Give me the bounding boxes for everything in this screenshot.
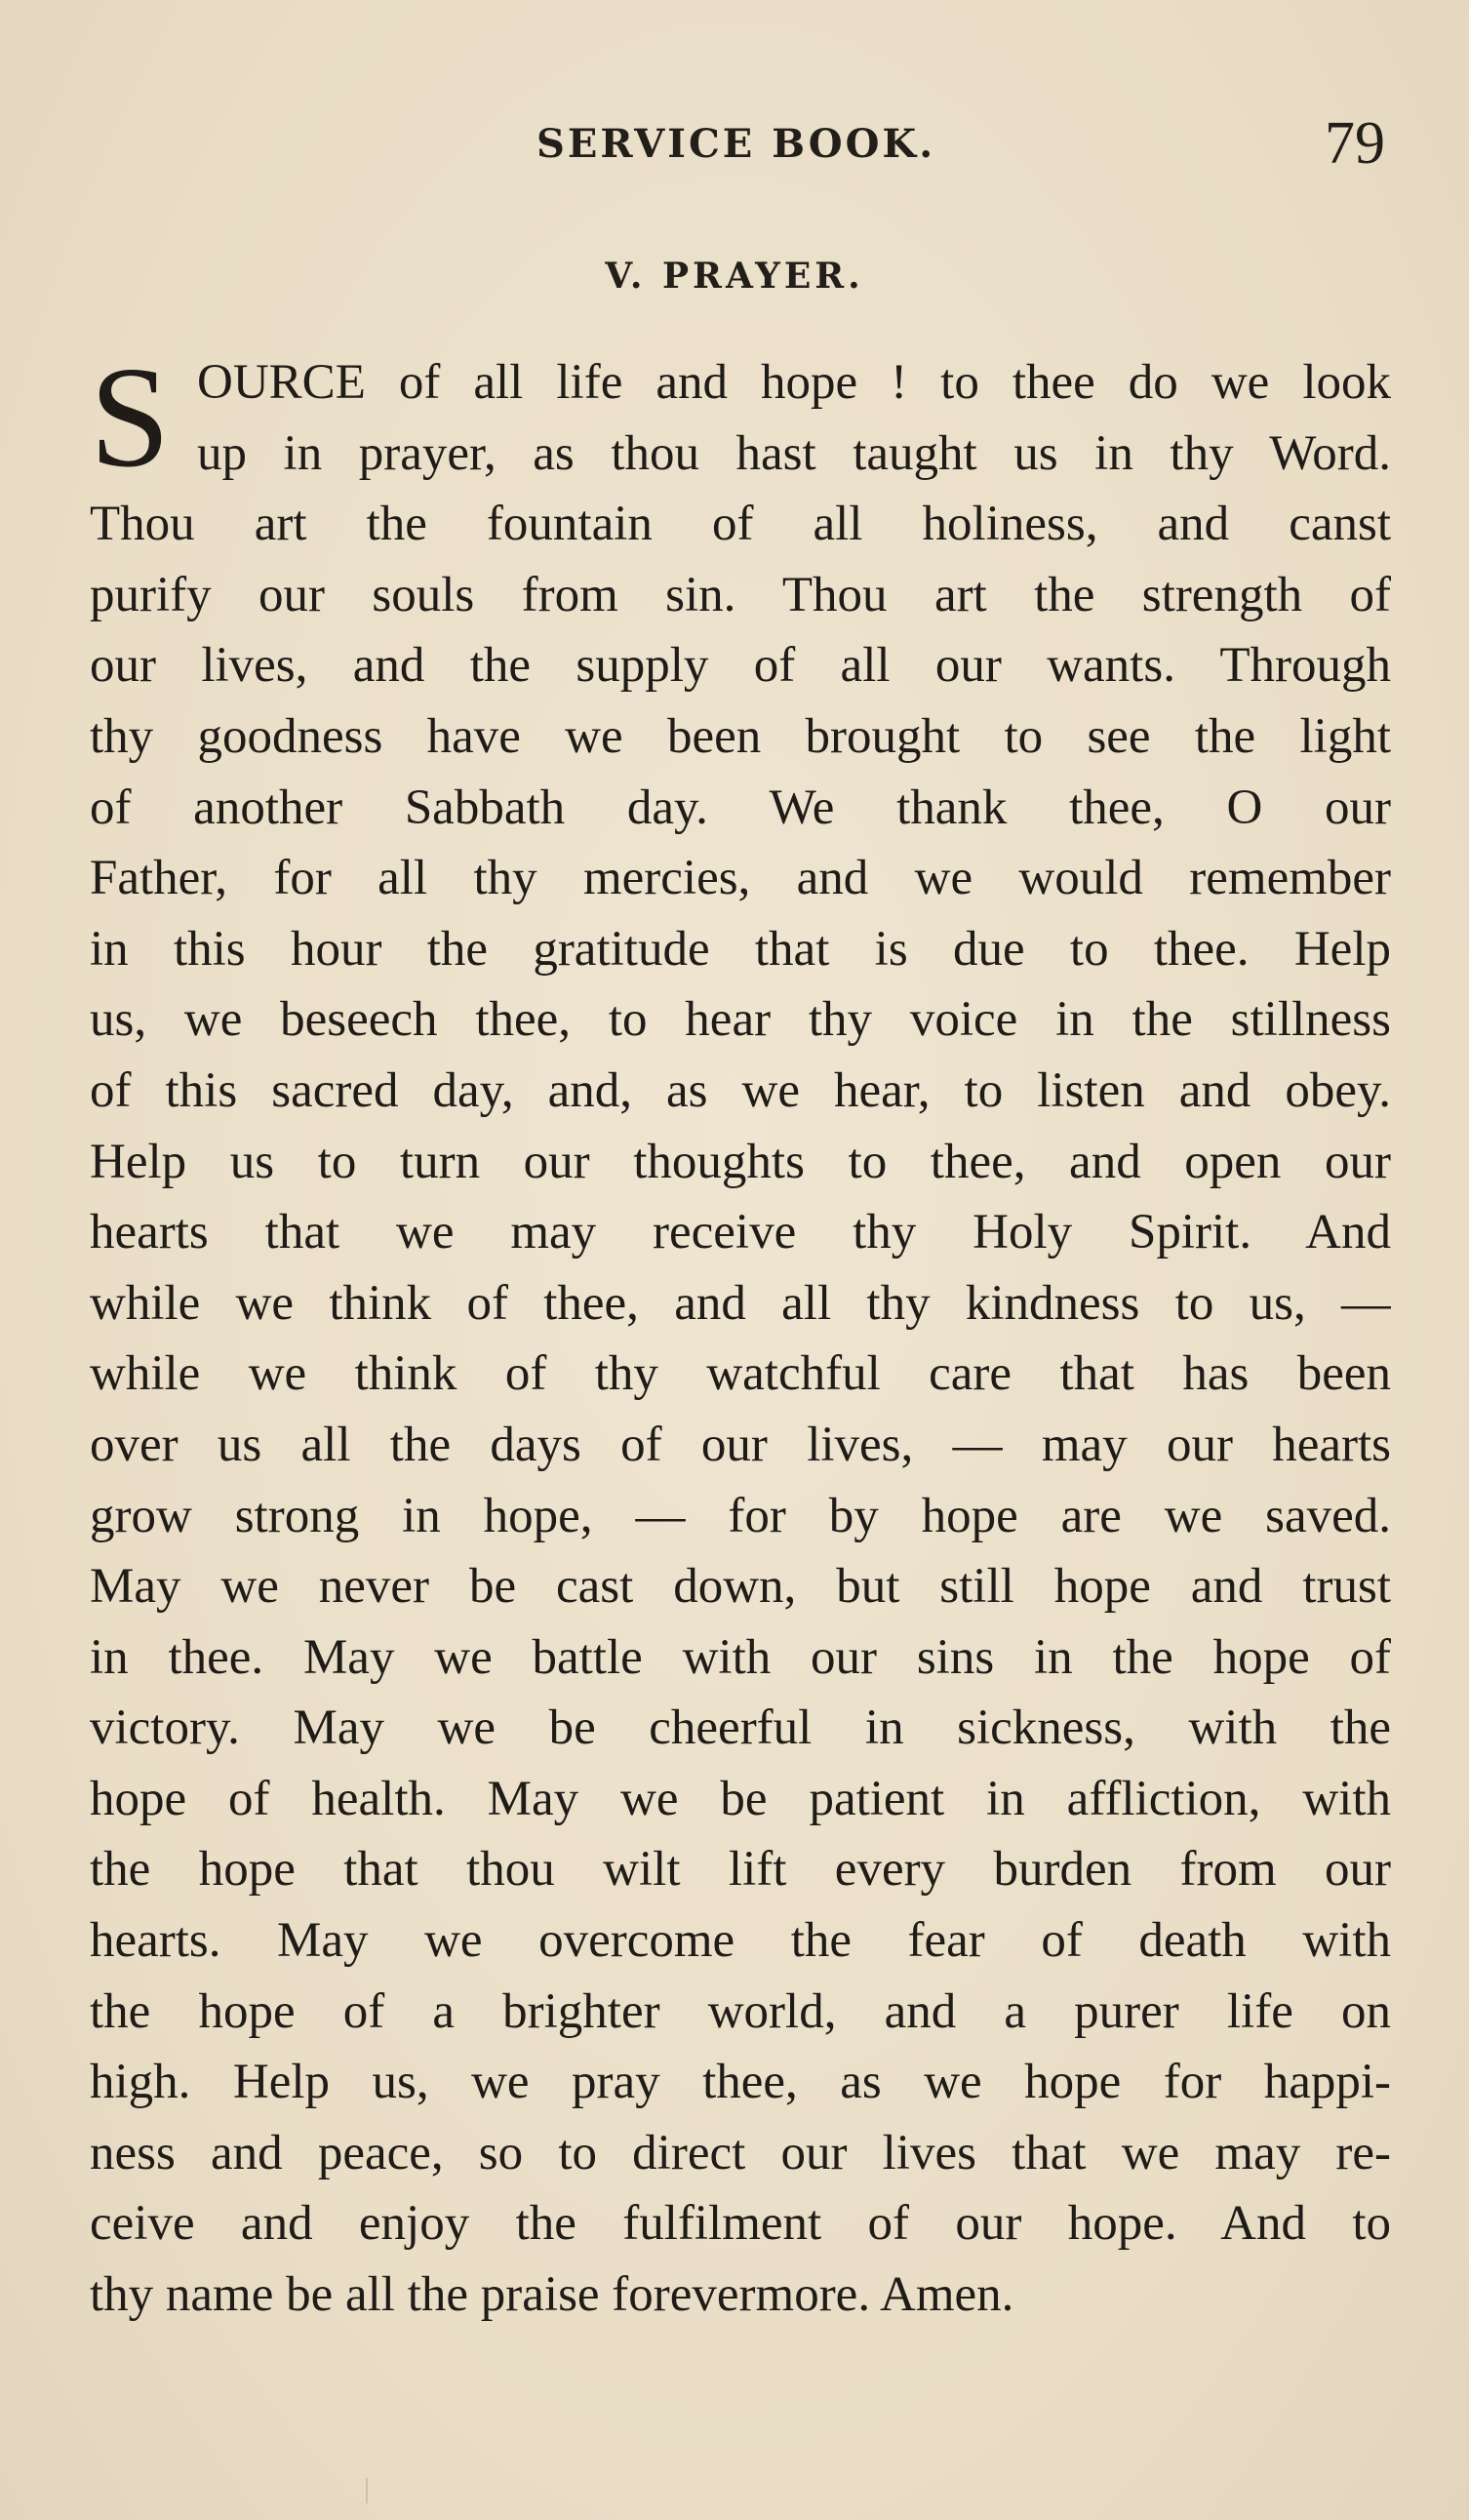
prayer-line: May we never be cast down, but still hope and trust <box>90 1559 1391 1615</box>
prayer-line: hearts that we may receive thy Holy Spirit. And <box>90 1205 1391 1260</box>
prayer-line: Father, for all thy mercies, and we would remember <box>90 851 1391 906</box>
prayer-line: thy goodness have we been brought to see the light <box>90 708 1391 764</box>
section-heading: V. PRAYER. <box>605 256 864 297</box>
prayer-line: victory. May we be cheerful in sickness, with the <box>90 1700 1391 1756</box>
prayer-line: over us all the days of our lives, — may our hearts <box>90 1417 1391 1472</box>
prayer-line: while we think of thee, and all thy kindness to us, — <box>90 1275 1391 1331</box>
prayer-line: Help us to turn our thoughts to thee, and open our <box>90 1134 1391 1189</box>
page-number: 79 <box>1325 110 1385 177</box>
prayer-line: high. Help us, we pray thee, as we hope for happi- <box>90 2055 1391 2110</box>
prayer-line: thy name be all the praise forevermore. Amen. <box>90 2267 1014 2323</box>
prayer-line: of this sacred day, and, as we hear, to listen and obey. <box>90 1062 1391 1118</box>
prayer-line: in thee. May we battle with our sins in the hope of <box>90 1629 1391 1685</box>
prayer-line: ceive and enjoy the fulfilment of our hope. And to <box>90 2196 1391 2252</box>
running-title: SERVICE BOOK. <box>536 121 936 167</box>
prayer-line: Thou art the fountain of all holiness, and canst <box>90 497 1391 552</box>
drop-cap: S <box>90 338 171 498</box>
prayer-line: OURCE of all life and hope ! to thee do we look <box>197 355 1391 410</box>
prayer-line: ness and peace, so to direct our lives that we may re- <box>90 2125 1391 2180</box>
prayer-line: of another Sabbath day. We thank thee, O our <box>90 780 1391 835</box>
prayer-line: us, we beseech thee, to hear thy voice in the stillness <box>90 992 1391 1048</box>
prayer-line: purify our souls from sin. Thou art the strength of <box>90 567 1391 622</box>
prayer-line: grow strong in hope, — for by hope are we saved. <box>90 1488 1391 1543</box>
prayer-line: in this hour the gratitude that is due to thee. Help <box>90 921 1391 977</box>
prayer-line: while we think of thy watchful care that has been <box>90 1346 1391 1402</box>
prayer-line: hearts. May we overcome the fear of death with <box>90 1913 1391 1969</box>
prayer-line: the hope that thou wilt lift every burden from our <box>90 1842 1391 1898</box>
paper-speck <box>366 2478 368 2503</box>
prayer-line: the hope of a brighter world, and a purer life on <box>90 1983 1391 2039</box>
running-head <box>0 109 1469 187</box>
prayer-line: our lives, and the supply of all our wants. Through <box>90 638 1391 694</box>
prayer-text <box>90 338 1391 2331</box>
prayer-line: up in prayer, as thou hast taught us in thy Word. <box>197 425 1391 481</box>
prayer-line: hope of health. May we be patient in affliction, with <box>90 1771 1391 1826</box>
